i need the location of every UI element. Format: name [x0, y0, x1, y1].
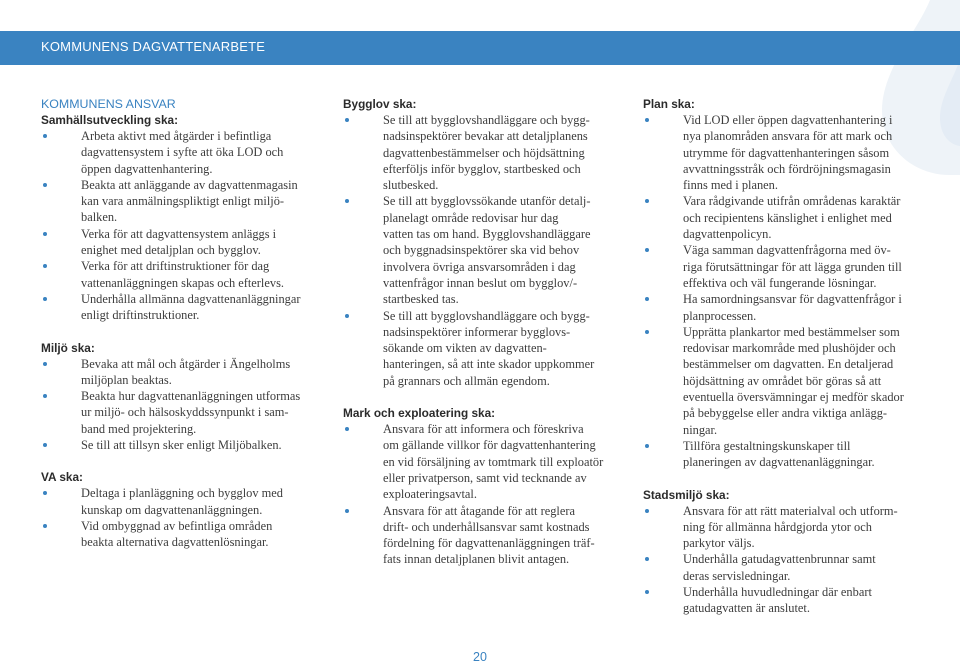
list-item-line: avvattningsstråk och fördröjningsmagasin — [683, 161, 891, 176]
list-item-line: vattenfrågor innan beslut om bygglov/- — [383, 275, 578, 290]
list-item-line: beakta alternativa dagvattenlösningar. — [81, 535, 269, 550]
list-item-line: ur miljö- och hälsoskyddssynpunkt i sam- — [81, 405, 289, 420]
list-item — [41, 388, 303, 437]
heading-plan: Plan ska: — [643, 97, 695, 111]
list-item-line: vattenanläggningen skapas och efterlevs. — [81, 275, 284, 290]
list-item-line: planelagt område redovisar hur dag — [383, 210, 559, 225]
list-item-line: Arbeta aktivt med åtgärder i befintliga — [81, 129, 272, 143]
heading-samhallsutveckling: Samhällsutveckling ska: — [41, 113, 179, 127]
heading-mark-exploatering: Mark och exploatering ska: — [343, 406, 496, 421]
list-item-line: eventuella översvämningar ej medför skador — [683, 390, 904, 405]
list-item-line: Verka för att driftinstruktioner för dag — [81, 259, 270, 274]
list-item-line: Beakta hur dagvattenanläggningen utformas — [81, 389, 301, 404]
column-left — [41, 96, 303, 551]
list-item-line: redovisar markområde med plushöjder och — [683, 341, 896, 356]
list-stadsmiljo — [643, 503, 923, 617]
list-item-line: hanteringen, så att inte skador uppkommer — [383, 357, 595, 372]
list-item-line: Deltaga i planläggning och bygglov med — [81, 486, 283, 501]
page-number: 20 — [473, 650, 487, 664]
list-item-line: Vid ombyggnad av befintliga områden — [81, 518, 273, 533]
list-item — [41, 518, 303, 551]
list-item-line: kunskap om dagvattenanläggningen. — [81, 502, 263, 517]
heading-bygglov: Bygglov ska: — [343, 97, 417, 111]
list-item-line: Vid LOD eller öppen dagvattenhantering i — [683, 113, 893, 127]
list-item-line: kan vara anmälningspliktigt enligt miljö- — [81, 194, 285, 209]
list-item-line: enligt driftinstruktioner. — [81, 308, 200, 323]
list-item-line: höjdsättning av området bör göras så att — [683, 373, 882, 388]
list-item-line: involvera övriga ansvarsområden i dag — [383, 259, 576, 274]
list-item-line: om gällande villkor för dagvattenhantering — [383, 438, 596, 453]
list-item-line: nadsinspektörer informerar bygglovs- — [383, 324, 571, 339]
list-item-line: Vara rådgivande utifrån områdenas karaktär — [683, 194, 901, 209]
list-item-line: fats innan detaljplanen blivit antagen. — [383, 552, 570, 567]
list-item-line: drift- och underhållsansvar samt kostnads — [383, 519, 590, 534]
list-item — [643, 242, 923, 291]
list-item-line: dagvattenpolicyn. — [683, 227, 772, 242]
list-item-line: öppen dagvattenhantering. — [81, 161, 213, 176]
list-item-line: nadsinspektörer bevakar att detaljplanens — [383, 129, 588, 144]
list-item-line: och byggnadsinspektörer ska vid behov — [383, 243, 580, 258]
list-plan — [643, 112, 923, 471]
list-item-line: ningar. — [683, 422, 718, 437]
list-item-line: utrymme för dagvattenhanteringen såsom — [683, 145, 890, 160]
list-item-line: Verka för att dagvattensystem anläggs i — [81, 226, 277, 241]
header-bar — [0, 31, 960, 65]
list-item-line: Underhålla huvudledningar där enbart — [683, 585, 872, 600]
list-item-line: Väga samman dagvattenfrågorna med öv- — [683, 243, 891, 258]
list-item-line: en vid försäljning av tomtmark till exploatör — [383, 454, 604, 469]
list-item — [41, 485, 303, 518]
list-item — [41, 226, 303, 259]
list-item-line: enighet med detaljplan och bygglov. — [81, 243, 261, 258]
page-header-title: KOMMUNENS DAGVATTENARBETE — [41, 39, 266, 54]
list-item-line: deras servisledningar. — [683, 568, 791, 583]
list-item-line: efterföljs inför bygglov, startbesked och — [383, 161, 581, 176]
list-item — [643, 291, 923, 324]
list-item-line: och recipientens känslighet i enlighet med — [683, 210, 892, 225]
list-item — [41, 437, 303, 453]
list-item — [643, 193, 923, 242]
list-item-line: Se till att bygglovshandläggare och bygg- — [383, 113, 590, 127]
list-item-line: vatten tas om hand. Bygglovshandläggare — [383, 227, 591, 242]
list-item-line: gatudagvatten är anslutet. — [683, 601, 810, 616]
list-item-line: Beakta att anläggande av dagvattenmagasin — [81, 177, 298, 192]
list-item-line: bestämmelser om dagvatten. En detaljerad — [683, 357, 894, 372]
list-item — [343, 421, 611, 502]
list-item-line: på bebyggelse eller andra viktiga anlägg- — [683, 406, 888, 421]
list-item-line: fördelning för dagvattenanläggningen träf- — [383, 536, 595, 551]
heading-stadsmiljo: Stadsmiljö ska: — [643, 487, 730, 502]
list-item-line: Underhålla allmänna dagvattenanläggningar — [81, 291, 301, 306]
list-item-line: nya planområden ansvara för att mark och — [683, 129, 893, 144]
list-item-line: balken. — [81, 210, 118, 225]
list-item-line: miljöplan beaktas. — [81, 372, 172, 387]
list-item-line: på grannars och allmän egendom. — [383, 373, 550, 388]
list-item — [343, 193, 611, 307]
list-item — [643, 551, 923, 584]
heading-va: VA ska: — [41, 470, 83, 485]
list-item — [343, 503, 611, 568]
list-item-line: riga förutsättningar för att lägga grunden till — [683, 259, 902, 274]
list-item — [643, 584, 923, 617]
list-item-line: planeringen av dagvattenanläggningar. — [683, 455, 875, 470]
list-item-line: Ansvara för att åtagande för att reglera — [383, 503, 575, 518]
heading-miljo: Miljö ska: — [41, 340, 95, 355]
list-item — [41, 356, 303, 389]
list-item — [343, 308, 611, 389]
list-item-line: Ansvara för att informera och föreskriva — [383, 422, 584, 437]
list-item-line: effektiva och väl fungerande lösningar. — [683, 275, 877, 290]
list-item-line: Upprätta plankartor med bestämmelser som — [683, 324, 900, 339]
list-item — [41, 128, 303, 177]
list-item — [643, 112, 923, 193]
list-bygglov — [343, 112, 611, 389]
list-item-line: slutbesked. — [383, 178, 439, 193]
list-item-line: ning för allmänna hårdgjorda ytor och — [683, 519, 872, 534]
list-item-line: sökande om vikten av dagvatten- — [383, 341, 547, 356]
list-item — [41, 258, 303, 291]
list-item-line: eller privatperson, samt vid tecknande av — [383, 470, 587, 485]
column-right — [643, 96, 923, 617]
list-item — [41, 177, 303, 226]
list-item-line: Se till att bygglovshandläggare och bygg- — [383, 308, 590, 323]
section-title: KOMMUNENS ANSVAR — [41, 97, 176, 111]
list-item-line: Ansvara för att rätt materialval och utform- — [683, 503, 898, 518]
column-middle — [343, 96, 611, 568]
list-item-line: Se till att tillsyn sker enligt Miljöbalken. — [81, 438, 282, 453]
list-item-line: band med projektering. — [81, 421, 197, 436]
list-item — [643, 438, 923, 471]
list-item-line: Tillföra gestaltningskunskaper till — [683, 438, 851, 453]
list-item-line: Bevaka att mål och åtgärder i Ängelholms — [81, 356, 291, 371]
list-item — [643, 324, 923, 438]
list-va — [41, 485, 303, 550]
list-item — [343, 112, 611, 193]
list-item-line: Ha samordningsansvar för dagvattenfrågor i — [683, 292, 902, 307]
list-miljo — [41, 356, 303, 454]
list-item-line: startbesked tas. — [383, 292, 459, 307]
list-item-line: finns med i planen. — [683, 178, 778, 193]
list-item — [643, 503, 923, 552]
list-item-line: Underhålla gatudagvattenbrunnar samt — [683, 552, 876, 567]
list-mark-exploatering — [343, 421, 611, 568]
list-item-line: planprocessen. — [683, 308, 757, 323]
list-item-line: Se till att bygglovssökande utanför detalj- — [383, 194, 591, 209]
list-item-line: exploateringsavtal. — [383, 487, 477, 502]
list-item-line: parkytor väljs. — [683, 536, 755, 551]
list-item — [41, 291, 303, 324]
list-item-line: dagvattenbestämmelser och höjdsättning — [383, 145, 585, 160]
list-samhallsutveckling — [41, 128, 303, 324]
list-item-line: dagvattensystem i syfte att öka LOD och — [81, 145, 284, 160]
